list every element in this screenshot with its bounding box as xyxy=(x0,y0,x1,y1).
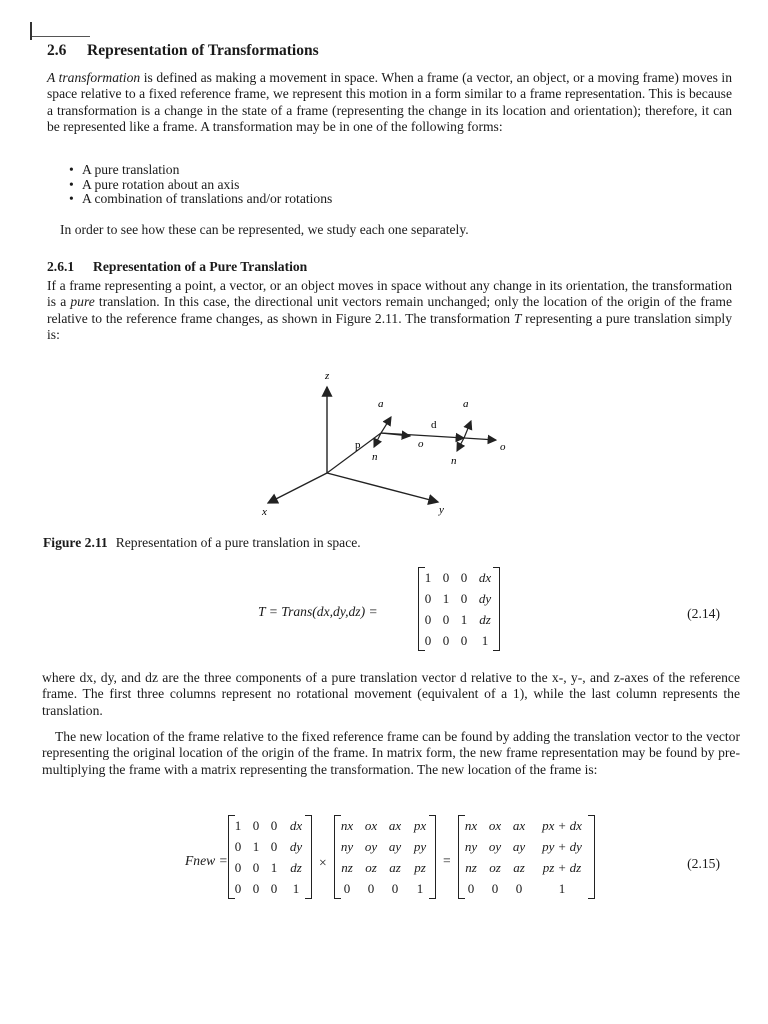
matrix-cell: ox xyxy=(364,817,378,833)
matrix-cell: pz + dz xyxy=(542,859,582,875)
new-location-paragraph: The new location of the frame relative to the fixed reference frame can be found by adding the translation vector to the vector representing the original location of the origin of the frame. In matrix form, the new frame representation may be found by pre-multiplying the frame with a matrix representing the transformation. The new location of the frame is: xyxy=(42,729,740,777)
frame1-a-vector xyxy=(381,417,391,433)
matrix-cell: 1 xyxy=(460,611,468,627)
eq-2-15-lhs: Fnew = xyxy=(185,853,228,868)
matrix-cell: 0 xyxy=(460,590,468,606)
matrix-cell: 1 xyxy=(442,590,450,606)
list-item: • A pure translation xyxy=(82,163,332,178)
matrix-cell: dx xyxy=(478,569,492,585)
figure-caption-text: Representation of a pure translation in space. xyxy=(115,535,361,550)
frame2-o-vector xyxy=(464,438,496,440)
matrix-cell: 0 xyxy=(460,632,468,648)
matrix-cell: 1 xyxy=(292,880,300,896)
matrix-cell: dz xyxy=(290,859,302,875)
matrix-cell: ox xyxy=(488,817,502,833)
matrix-cell: 0 xyxy=(234,838,242,854)
matrix-cell: 1 xyxy=(416,880,424,896)
matrix-row xyxy=(419,630,499,651)
subsection-heading xyxy=(47,259,307,275)
matrix-cell: ax xyxy=(512,817,526,833)
matrix-cell: 0 xyxy=(424,632,432,648)
matrix-cell: px + dx xyxy=(542,817,582,833)
matrix-row xyxy=(459,815,594,836)
term-pure: pure xyxy=(70,294,95,310)
label-x: x xyxy=(262,506,267,518)
matrix-row xyxy=(419,609,499,630)
matrix-cell: 0 xyxy=(424,611,432,627)
matrix-cell: 0 xyxy=(442,632,450,648)
matrix-row xyxy=(335,878,435,899)
label-z: z xyxy=(325,370,330,382)
matrix-cell: 0 xyxy=(391,880,399,896)
y-axis xyxy=(327,473,438,502)
x-axis xyxy=(268,473,327,503)
study-paragraph: In order to see how these can be represented, we study each one separately. xyxy=(60,222,469,237)
subsection-number: 2.6.1 xyxy=(47,259,75,274)
matrix-cell: oy xyxy=(364,838,378,854)
eq-2-14-matrix xyxy=(418,567,500,651)
figure-caption xyxy=(43,535,361,551)
label-n1: n xyxy=(372,451,378,463)
matrix-cell: ny xyxy=(464,838,478,854)
matrix-cell: dy xyxy=(289,838,303,854)
matrix-cell: 0 xyxy=(270,880,278,896)
multiply-sign: × xyxy=(319,855,327,870)
matrix-cell: 0 xyxy=(270,817,278,833)
matrix-row xyxy=(229,857,311,878)
frame2-n-vector xyxy=(457,438,464,451)
eq-2-15-translation-matrix xyxy=(228,815,312,899)
list-item: • A pure rotation about an axis xyxy=(82,178,332,193)
matrix-cell: nx xyxy=(464,817,478,833)
label-y: y xyxy=(439,504,444,516)
paragraph-text: If a frame representing a point, a vector, or an object moves in space without any change in its orientation, the transformation is a xyxy=(47,278,732,310)
frame2-a-vector xyxy=(464,421,471,438)
matrix-cell: 0 xyxy=(515,880,523,896)
matrix-cell: az xyxy=(389,859,401,875)
matrix-cell: oz xyxy=(365,859,377,875)
matrix-cell: az xyxy=(513,859,525,875)
matrix-cell: 1 xyxy=(424,569,432,585)
matrix-cell: ax xyxy=(388,817,402,833)
matrix-cell: dy xyxy=(478,590,492,606)
matrix-row xyxy=(335,815,435,836)
matrix-row xyxy=(419,588,499,609)
running-header-rule xyxy=(30,22,90,37)
intro-text: is defined as making a movement in space. When a frame (a vector, an object, or a moving frame) moves in space relative to a fixed reference frame, we represent this motion in a form similar to a frame representation. This is because a transformation is a change in the state of a frame (representing the change in its location and orientation); therefore, it can be represented like a frame. A transformation may be in one of the following forms: xyxy=(47,70,732,134)
term-transformation: A transformation xyxy=(47,70,141,85)
paragraph-text: translation. In this case, the directional unit vectors remain unchanged; only the location of the origin of the frame relative to the reference frame changes, as shown in Figure 2.11. The transformation xyxy=(47,294,732,326)
label-d: d xyxy=(431,419,437,431)
list-item: • A combination of translations and/or rotations xyxy=(82,192,332,207)
eq-2-15-number: (2.15) xyxy=(687,856,720,871)
matrix-cell: 1 xyxy=(558,880,566,896)
matrix-row xyxy=(229,836,311,857)
matrix-cell: nz xyxy=(341,859,353,875)
eq-2-15-frame-matrix xyxy=(334,815,436,899)
section-title: Representation of Transformations xyxy=(87,42,319,59)
matrix-cell: 0 xyxy=(234,880,242,896)
matrix-cell: 0 xyxy=(252,880,260,896)
matrix-cell: 1 xyxy=(270,859,278,875)
matrix-cell: pz xyxy=(414,859,426,875)
label-o2: o xyxy=(500,441,506,453)
components-paragraph: where dx, dy, and dz are the three components of a pure translation vector d relative to the x-, y-, and z-axes of the reference frame. The first three columns represent no rotational movement (equivalent of a 1), while the last column represents the translation. xyxy=(42,670,740,718)
label-a1: a xyxy=(378,398,384,410)
section-number: 2.6 xyxy=(47,42,67,59)
matrix-cell: py xyxy=(413,838,427,854)
eq-2-14-number: (2.14) xyxy=(687,606,720,621)
matrix-cell: 0 xyxy=(252,859,260,875)
label-p: p xyxy=(355,439,361,451)
matrix-cell: 0 xyxy=(442,569,450,585)
matrix-row xyxy=(229,878,311,899)
matrix-cell: 0 xyxy=(467,880,475,896)
subsection-title: Representation of a Pure Translation xyxy=(93,259,308,274)
matrix-cell: 0 xyxy=(343,880,351,896)
forms-list xyxy=(82,163,332,207)
matrix-cell: 0 xyxy=(491,880,499,896)
matrix-cell: oy xyxy=(488,838,502,854)
matrix-cell: 0 xyxy=(234,859,242,875)
matrix-cell: 1 xyxy=(481,632,489,648)
matrix-cell: nz xyxy=(465,859,477,875)
matrix-row xyxy=(335,857,435,878)
label-o1: o xyxy=(418,438,424,450)
matrix-cell: px xyxy=(413,817,427,833)
equals-sign: = xyxy=(443,853,451,868)
matrix-row xyxy=(335,836,435,857)
translation-paragraph xyxy=(47,278,732,343)
matrix-cell: 0 xyxy=(424,590,432,606)
matrix-cell: ay xyxy=(388,838,402,854)
label-a2: a xyxy=(463,398,469,410)
eq-2-15-result-matrix xyxy=(458,815,595,899)
matrix-cell: 0 xyxy=(367,880,375,896)
eq-2-14-lhs: T = Trans(dx,dy,dz) = xyxy=(258,604,378,619)
symbol-t: T xyxy=(513,310,522,326)
matrix-row xyxy=(229,815,311,836)
matrix-cell: nx xyxy=(340,817,354,833)
matrix-cell: dx xyxy=(289,817,303,833)
section-heading xyxy=(47,42,319,60)
matrix-cell: 0 xyxy=(252,817,260,833)
label-n2: n xyxy=(451,455,457,467)
matrix-cell: 1 xyxy=(252,838,260,854)
matrix-cell: 0 xyxy=(442,611,450,627)
matrix-row xyxy=(419,567,499,588)
matrix-cell: py + dy xyxy=(542,838,582,854)
matrix-cell: oz xyxy=(489,859,501,875)
matrix-cell: 0 xyxy=(460,569,468,585)
matrix-cell: dz xyxy=(479,611,491,627)
matrix-cell: 0 xyxy=(270,838,278,854)
matrix-cell: 1 xyxy=(234,817,242,833)
paragraph-text: representing a pure translation simply is: xyxy=(47,310,732,342)
figure-caption-label: Figure 2.11 xyxy=(43,535,108,550)
matrix-cell: ny xyxy=(340,838,354,854)
matrix-row xyxy=(459,878,594,899)
figure-translation-diagram xyxy=(230,365,530,525)
intro-paragraph xyxy=(47,70,732,135)
matrix-cell: ay xyxy=(512,838,526,854)
matrix-row xyxy=(459,836,594,857)
matrix-row xyxy=(459,857,594,878)
